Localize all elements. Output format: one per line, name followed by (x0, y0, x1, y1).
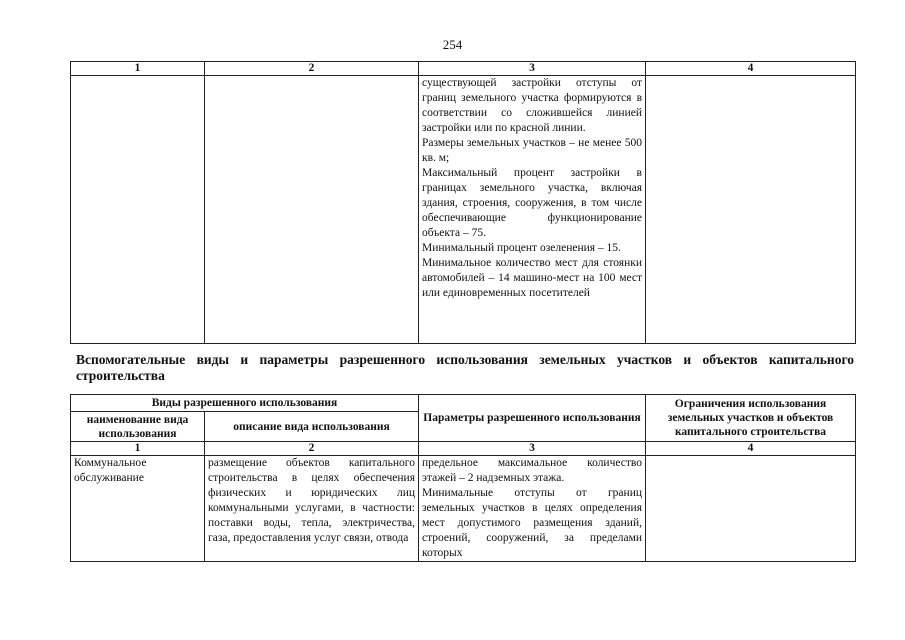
table-column-numbers-row (71, 442, 856, 456)
page-number: 254 (442, 37, 463, 52)
table-cell-parameters (419, 76, 646, 344)
parameter-text: Минимальное количество мест для стоянки автомобилей – 14 машино-мест на 100 мест или единовременных посетителей (422, 257, 642, 299)
column-number: 4 (646, 62, 856, 76)
column-number: 1 (71, 442, 205, 456)
table-column-numbers-row (71, 62, 856, 76)
header-description: описание вида использования (205, 412, 419, 442)
table-cell-restrictions (646, 76, 856, 344)
column-number: 2 (205, 62, 419, 76)
table-cell-description: размещение объектов капитального строительства в целях обеспечения физических и юридических лиц коммунальными услугами, в частности: поставки воды, тепла, электричества, газа, предоставления услуг связи, отвода (205, 456, 419, 562)
header-name: наименование вида использования (71, 412, 205, 442)
column-number: 3 (419, 62, 646, 76)
table-header-row (71, 395, 856, 412)
table-cell-name (71, 76, 205, 344)
parameter-text: существующей застройки отступы от границ земельного участка формируются в соответствии со сложившейся линией застройки или по красной линии. (422, 77, 642, 134)
column-number: 1 (71, 62, 205, 76)
table-row (71, 76, 856, 344)
parameter-text: предельное максимальное количество этажей – 2 надземных этажа. (422, 457, 642, 484)
header-parameters: Параметры разрешенного использования (419, 395, 646, 442)
table-cell-name: Коммунальное обслуживание (71, 456, 205, 562)
table-cell-description (205, 76, 419, 344)
table-cell-restrictions (646, 456, 856, 562)
column-number: 3 (419, 442, 646, 456)
parameter-text: Максимальный процент застройки в границах земельного участка, включая здания, строения, сооружения, в том числе обеспечивающие функционирование объекта – 75. (422, 167, 642, 239)
header-group-title: Виды разрешенного использования (71, 395, 419, 412)
table-row (71, 456, 856, 562)
parameter-text: Минимальные отступы от границ земельных участков в целях определения мест допустимого размещения зданий, строений, сооружений, за пределами которых (422, 487, 642, 559)
table-cell-parameters (419, 456, 646, 562)
column-number: 2 (205, 442, 419, 456)
parameter-text: Размеры земельных участков – не менее 500 кв. м; (422, 137, 642, 164)
header-restrictions: Ограничения использования земельных участков и объектов капитального строительства (646, 395, 856, 442)
table-auxiliary-parameters (70, 394, 856, 562)
column-number: 4 (646, 442, 856, 456)
table-main-parameters (70, 61, 856, 344)
section-heading: Вспомогательные виды и параметры разрешенного использования земельных участков и объектов капитального строительства (76, 352, 854, 383)
parameter-text: Минимальный процент озеленения – 15. (422, 242, 621, 254)
